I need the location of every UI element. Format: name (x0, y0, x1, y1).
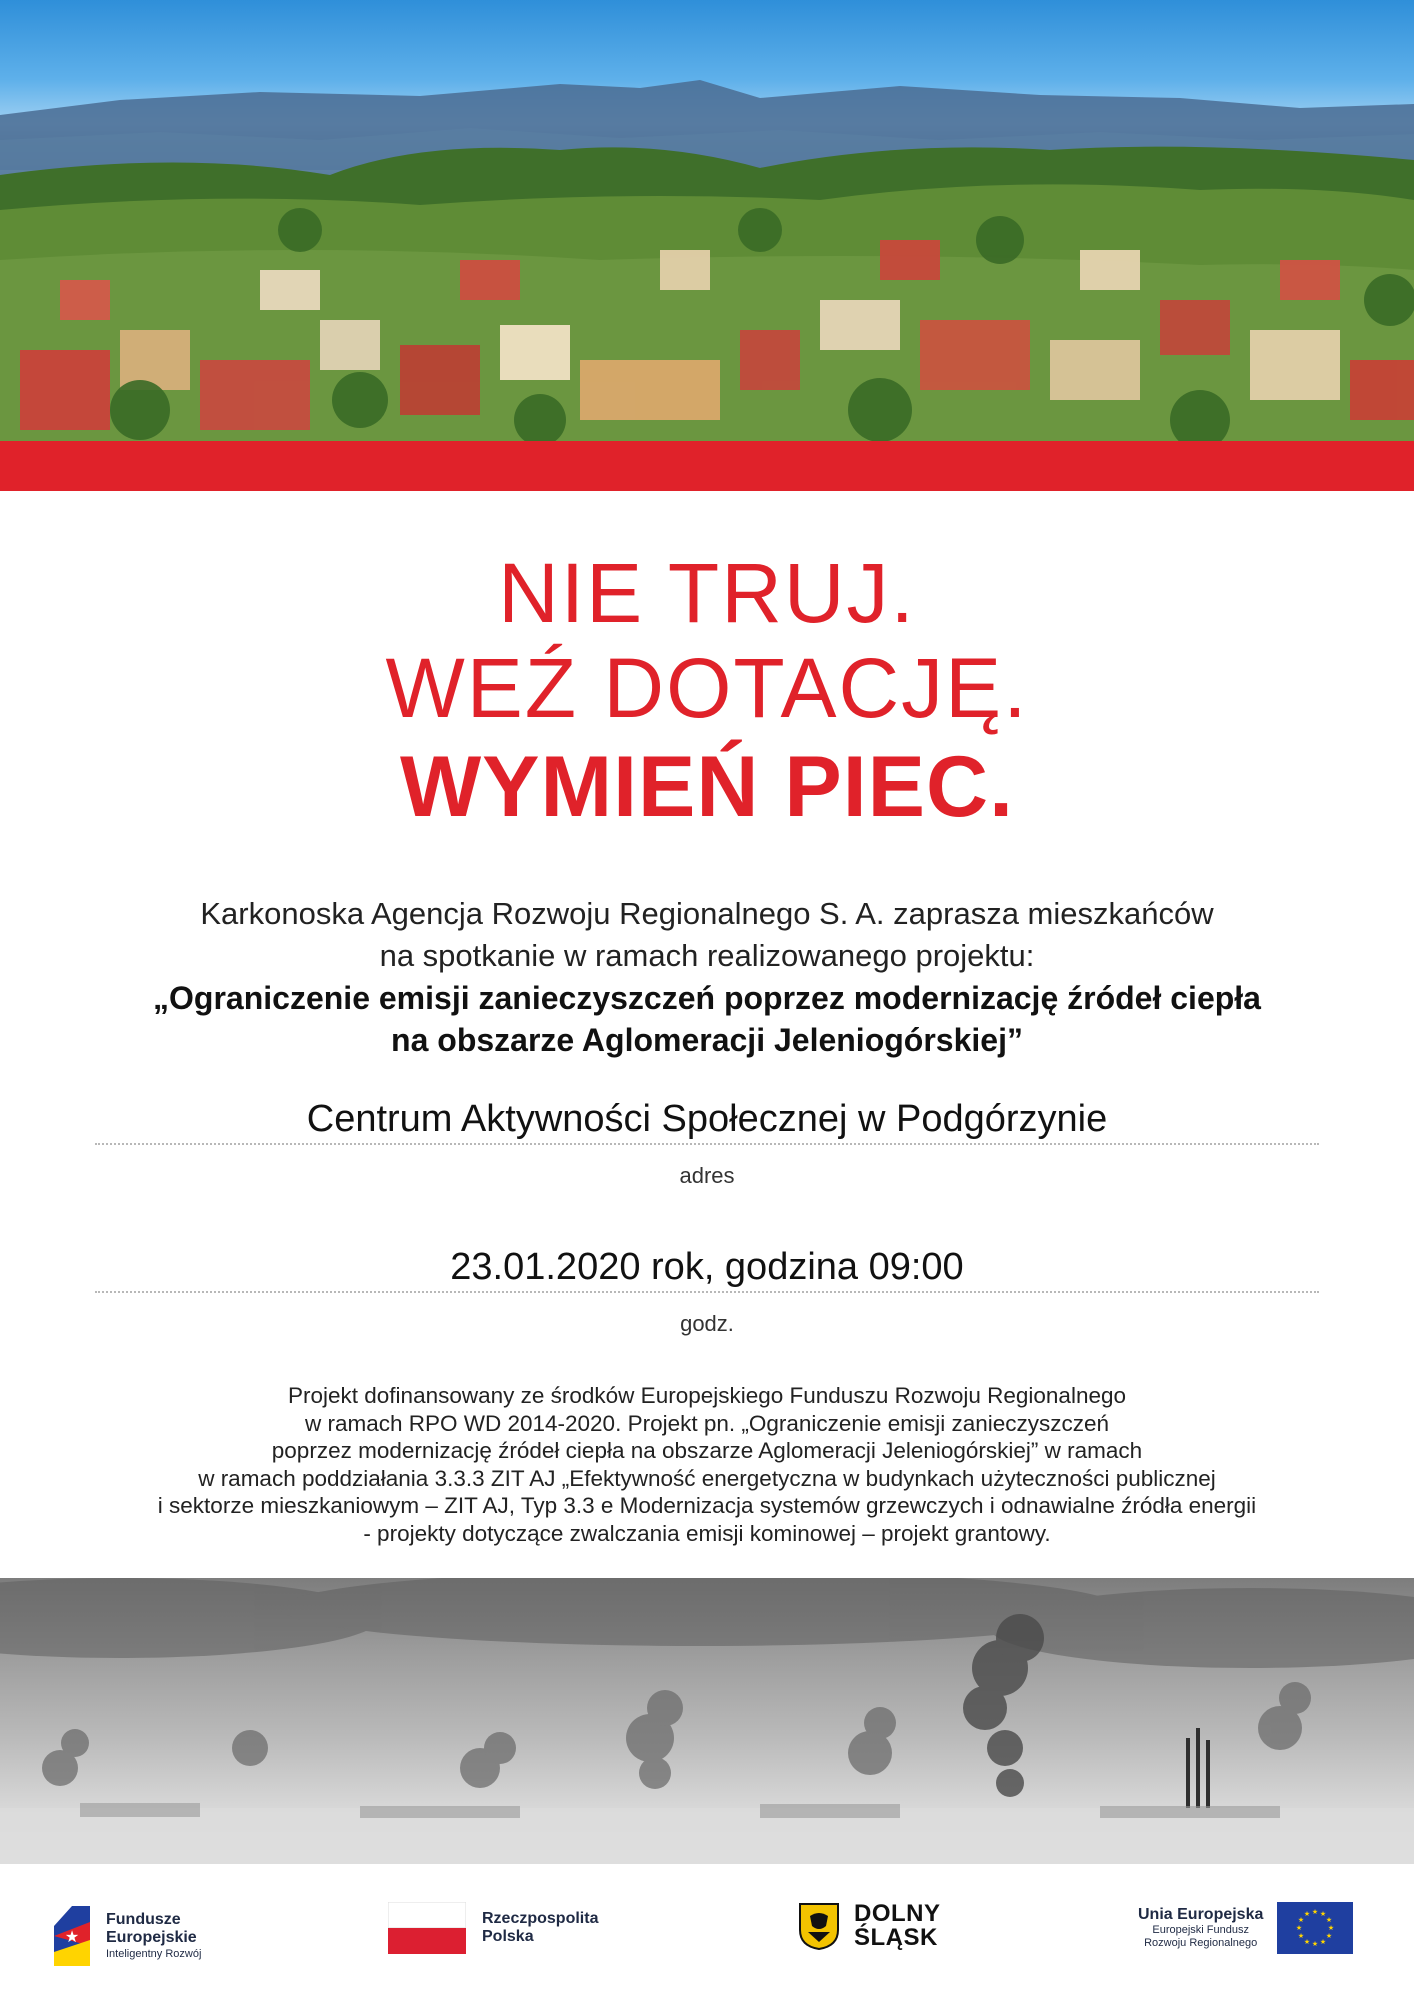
eu-flag-icon (1277, 1902, 1353, 1954)
smog-illustration (0, 1578, 1414, 1864)
funding-note (0, 1382, 1414, 1547)
date-label: godz. (680, 1311, 734, 1336)
svg-text:★: ★ (1304, 1910, 1311, 1918)
ds-line-2: ŚLĄSK (854, 1924, 938, 1951)
project-title-line-1: „Ograniczenie emisji zanieczyszczeń poprzez modernizację źródeł ciepła (153, 980, 1261, 1016)
svg-text:★: ★ (1304, 1938, 1311, 1946)
place-dotted-line (95, 1143, 1319, 1145)
funding-line: Projekt dofinansowany ze środków Europejskiego Funduszu Rozwoju Regionalnego (288, 1383, 1126, 1408)
svg-text:★: ★ (1312, 1940, 1319, 1948)
svg-text:★: ★ (1326, 1932, 1333, 1940)
logo-fundusze-europejskie (52, 1902, 201, 1970)
rp-line-2: Polska (482, 1928, 534, 1945)
fundusze-europejskie-icon (52, 1902, 92, 1970)
intro-line-1: Karkonoska Agencja Rozwoju Regionalnego S. A. zaprasza mieszkańców (200, 896, 1214, 931)
place-field (95, 1098, 1319, 1189)
svg-text:★: ★ (1320, 1938, 1327, 1946)
landscape-illustration (0, 0, 1414, 441)
date-field (95, 1246, 1319, 1337)
svg-text:★: ★ (64, 1927, 80, 1946)
date-value: 23.01.2020 rok, godzina 09:00 (450, 1246, 964, 1288)
smog-image (0, 1578, 1414, 1864)
fe-line-3: Inteligentny Rozwój (106, 1948, 202, 1960)
intro-line-2: na spotkanie w ramach realizowanego projektu: (379, 938, 1035, 973)
rp-line-1: Rzeczpospolita (482, 1910, 599, 1927)
project-title-line-2: na obszarze Aglomeracji Jeleniogórskiej” (391, 1022, 1023, 1058)
ds-line-1: DOLNY (854, 1900, 941, 1927)
svg-text:★: ★ (1312, 1908, 1319, 1916)
svg-text:★: ★ (1326, 1916, 1333, 1924)
fe-line-1: Fundusze (106, 1911, 181, 1928)
logo-rzeczpospolita-polska (388, 1902, 598, 1954)
svg-text:★: ★ (1298, 1932, 1305, 1940)
red-band (0, 441, 1414, 491)
dolny-slask-crest-icon (798, 1902, 840, 1950)
place-value: Centrum Aktywności Społecznej w Podgórzynie (306, 1098, 1108, 1140)
funding-line: - projekty dotyczące zwalczania emisji kominowej – projekt grantowy. (363, 1520, 1051, 1546)
ue-line-1: Unia Europejska (1138, 1906, 1264, 1923)
headline-line-3: WYMIEŃ PIEC. (399, 739, 1015, 835)
date-dotted-line (95, 1291, 1319, 1293)
headline-line-2: WEŹ DOTACJĘ. (385, 641, 1029, 735)
funding-line: i sektorze mieszkaniowym – ZIT AJ, Typ 3.3 e Modernizacja systemów grzewczych i odnawialne źródła energii (157, 1493, 1257, 1518)
logo-dolny-slask (798, 1902, 941, 1950)
polish-flag-icon (388, 1902, 466, 1954)
logo-unia-europejska (1138, 1902, 1353, 1954)
headline-line-1: NIE TRUJ. (498, 546, 916, 640)
funding-line: w ramach RPO WD 2014-2020. Projekt pn. „Ograniczenie emisji zanieczyszczeń (304, 1410, 1110, 1436)
footer-logos (0, 1864, 1414, 1999)
fe-line-2: Europejskie (106, 1929, 197, 1946)
funding-line: w ramach poddziałania 3.3.3 ZIT AJ „Efektywność energetyczna w budynkach użyteczności publicznej (198, 1465, 1216, 1491)
hero-landscape-image (0, 0, 1414, 441)
svg-text:★: ★ (1320, 1910, 1327, 1918)
ue-line-2: Europejski Fundusz (1152, 1924, 1249, 1936)
svg-text:★: ★ (1296, 1924, 1303, 1932)
place-label: adres (679, 1163, 735, 1188)
svg-text:★: ★ (1328, 1924, 1335, 1932)
funding-line: poprzez modernizację źródeł ciepła na obszarze Aglomeracji Jeleniogórskiej” w ramach (271, 1438, 1143, 1463)
svg-text:★: ★ (1298, 1916, 1305, 1924)
ue-line-3: Rozwoju Regionalnego (1144, 1937, 1258, 1949)
